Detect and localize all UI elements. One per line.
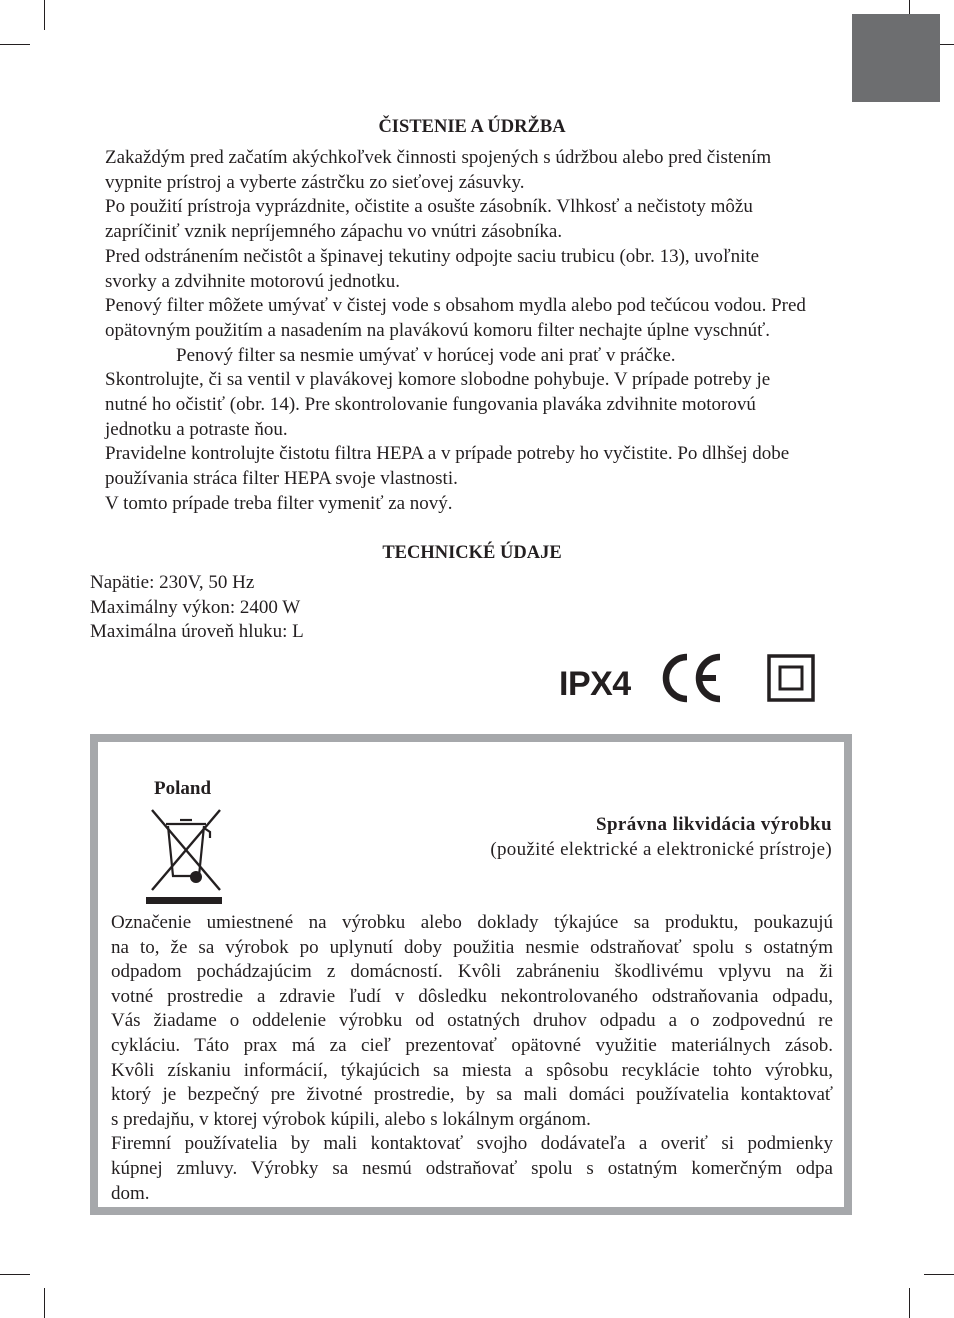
disposal-line: dom.	[111, 1182, 150, 1204]
disposal-line: ktorý je bezpečný pre životné prostredie, by sa mali domáci používatelia kontaktovať	[111, 1084, 833, 1106]
disposal-line: Označenie umiestnené na výrobku alebo doklady týkajúce sa produktu, poukazujú	[111, 912, 833, 933]
disposal-info-content	[98, 742, 844, 1207]
disposal-subtitle: (použité elektrické a elektronické prístroje)	[490, 839, 832, 860]
disposal-info-box	[90, 734, 852, 1215]
maintenance-line: Zakaždým pred začatím akýchkoľvek činnosti spojených s údržbou alebo pred čistením	[105, 147, 772, 168]
technical-title: TECHNICKÉ ÚDAJE	[382, 543, 562, 563]
page-tab-marker	[852, 14, 940, 102]
spec-noise: Maximálna úroveň hluku: L	[90, 621, 304, 643]
disposal-line: na to, že sa výrobok po uplynutí doby použitia nesmie odstraňovať spolu s ostatným	[111, 936, 833, 958]
maintenance-line: Pravidelne kontrolujte čistotu filtra HEPA a v prípade potreby ho vyčistite. Po dlhšej dobe	[105, 443, 790, 465]
disposal-line: votné prostredie a zdravie ľudí v dôsledku nekontrolovaného odstraňovania odpadu,	[111, 985, 833, 1007]
ce-mark-icon	[660, 653, 724, 703]
maintenance-line: opätovným použitím a nasadením na plavákovú komoru filter nechajte úplne vyschnúť.	[105, 319, 771, 341]
certification-marks	[555, 653, 825, 705]
disposal-line: s predajňu, v ktorej výrobok kúpili, alebo s lokálnym orgánom.	[111, 1108, 591, 1130]
maintenance-title: ČISTENIE A ÚDRŽBA	[378, 117, 566, 137]
crossed-out-wheelie-bin-icon	[146, 806, 226, 906]
disposal-line: Vás žiadame o oddelenie výrobku od ostatných druhov odpadu a o zodpovednú re	[111, 1010, 833, 1032]
disposal-heading	[490, 812, 832, 862]
disposal-line: Firemní používatelia by mali kontaktovať svojho dodávateľa a overiť si podmienky	[111, 1133, 833, 1155]
crop-mark	[44, 0, 45, 30]
crop-mark	[44, 1288, 45, 1318]
country-label: Poland	[154, 778, 212, 799]
crop-mark	[0, 44, 30, 45]
disposal-line: Kvôli získaniu informácií, týkajúcich sa miesta a spôsobu recyklácie tohto výrobku,	[111, 1059, 833, 1081]
double-insulation-icon	[767, 654, 815, 702]
maintenance-line: V tomto prípade treba filter vymeniť za nový.	[105, 492, 453, 514]
crop-mark	[0, 1274, 30, 1275]
maintenance-line: zapríčiniť vznik nepríjemného zápachu vo vnútri zásobníka.	[105, 221, 563, 243]
disposal-line: cykláciu. Táto prax má za cieľ prezentovať opätovné využitie materiálnych zásob.	[111, 1034, 833, 1056]
ipx4-mark: IPX4	[559, 665, 631, 703]
maintenance-line: svorky a zdvihnite motorovú jednotku.	[105, 270, 400, 292]
disposal-title: Správna likvidácia výrobku	[595, 814, 832, 835]
maintenance-line: Skontrolujte, či sa ventil v plavákovej komore slobodne pohybuje. V prípade potreby je	[105, 369, 771, 391]
disposal-text	[111, 911, 833, 1206]
maintenance-line: Pred odstránením nečistôt a špinavej tekutiny odpojte saciu trubicu (obr. 13), uvoľnite	[105, 245, 760, 267]
maintenance-line: nutné ho očistiť (obr. 14). Pre skontrolovanie fungovania plaváka zdvihnite motorovú	[105, 394, 756, 416]
technical-specs	[90, 571, 304, 645]
maintenance-text	[105, 146, 865, 517]
maintenance-line: Po použití prístroja vyprázdnite, očistite a osušte zásobník. Vlhkosť a nečistoty môžu	[105, 196, 753, 218]
spec-voltage: Napätie: 230V, 50 Hz	[90, 572, 255, 593]
maintenance-line: vypnite prístroj a vyberte zástrčku zo sieťovej zásuvky.	[105, 171, 525, 193]
maintenance-line: používania stráca filter HEPA svoje vlastnosti.	[105, 468, 458, 490]
disposal-line: odpadom pochádzajúcim z domácností. Kvôli zabráneniu škodlivému vplyvu na ži	[111, 961, 833, 983]
maintenance-line: Penový filter môžete umývať v čistej vode s obsahom mydla alebo pod tečúcou vodou. Pred	[105, 295, 806, 317]
disposal-line: kúpnej zmluvy. Výrobky sa nesmú odstraňovať spolu s ostatným komerčným odpa	[111, 1157, 833, 1179]
spec-power: Maximálny výkon: 2400 W	[90, 596, 301, 618]
crop-mark	[909, 1288, 910, 1318]
maintenance-line: jednotku a potraste ňou.	[105, 418, 288, 440]
crop-mark	[924, 1274, 954, 1275]
maintenance-line: Penový filter sa nesmie umývať v horúcej vode ani prať v práčke.	[176, 344, 676, 366]
